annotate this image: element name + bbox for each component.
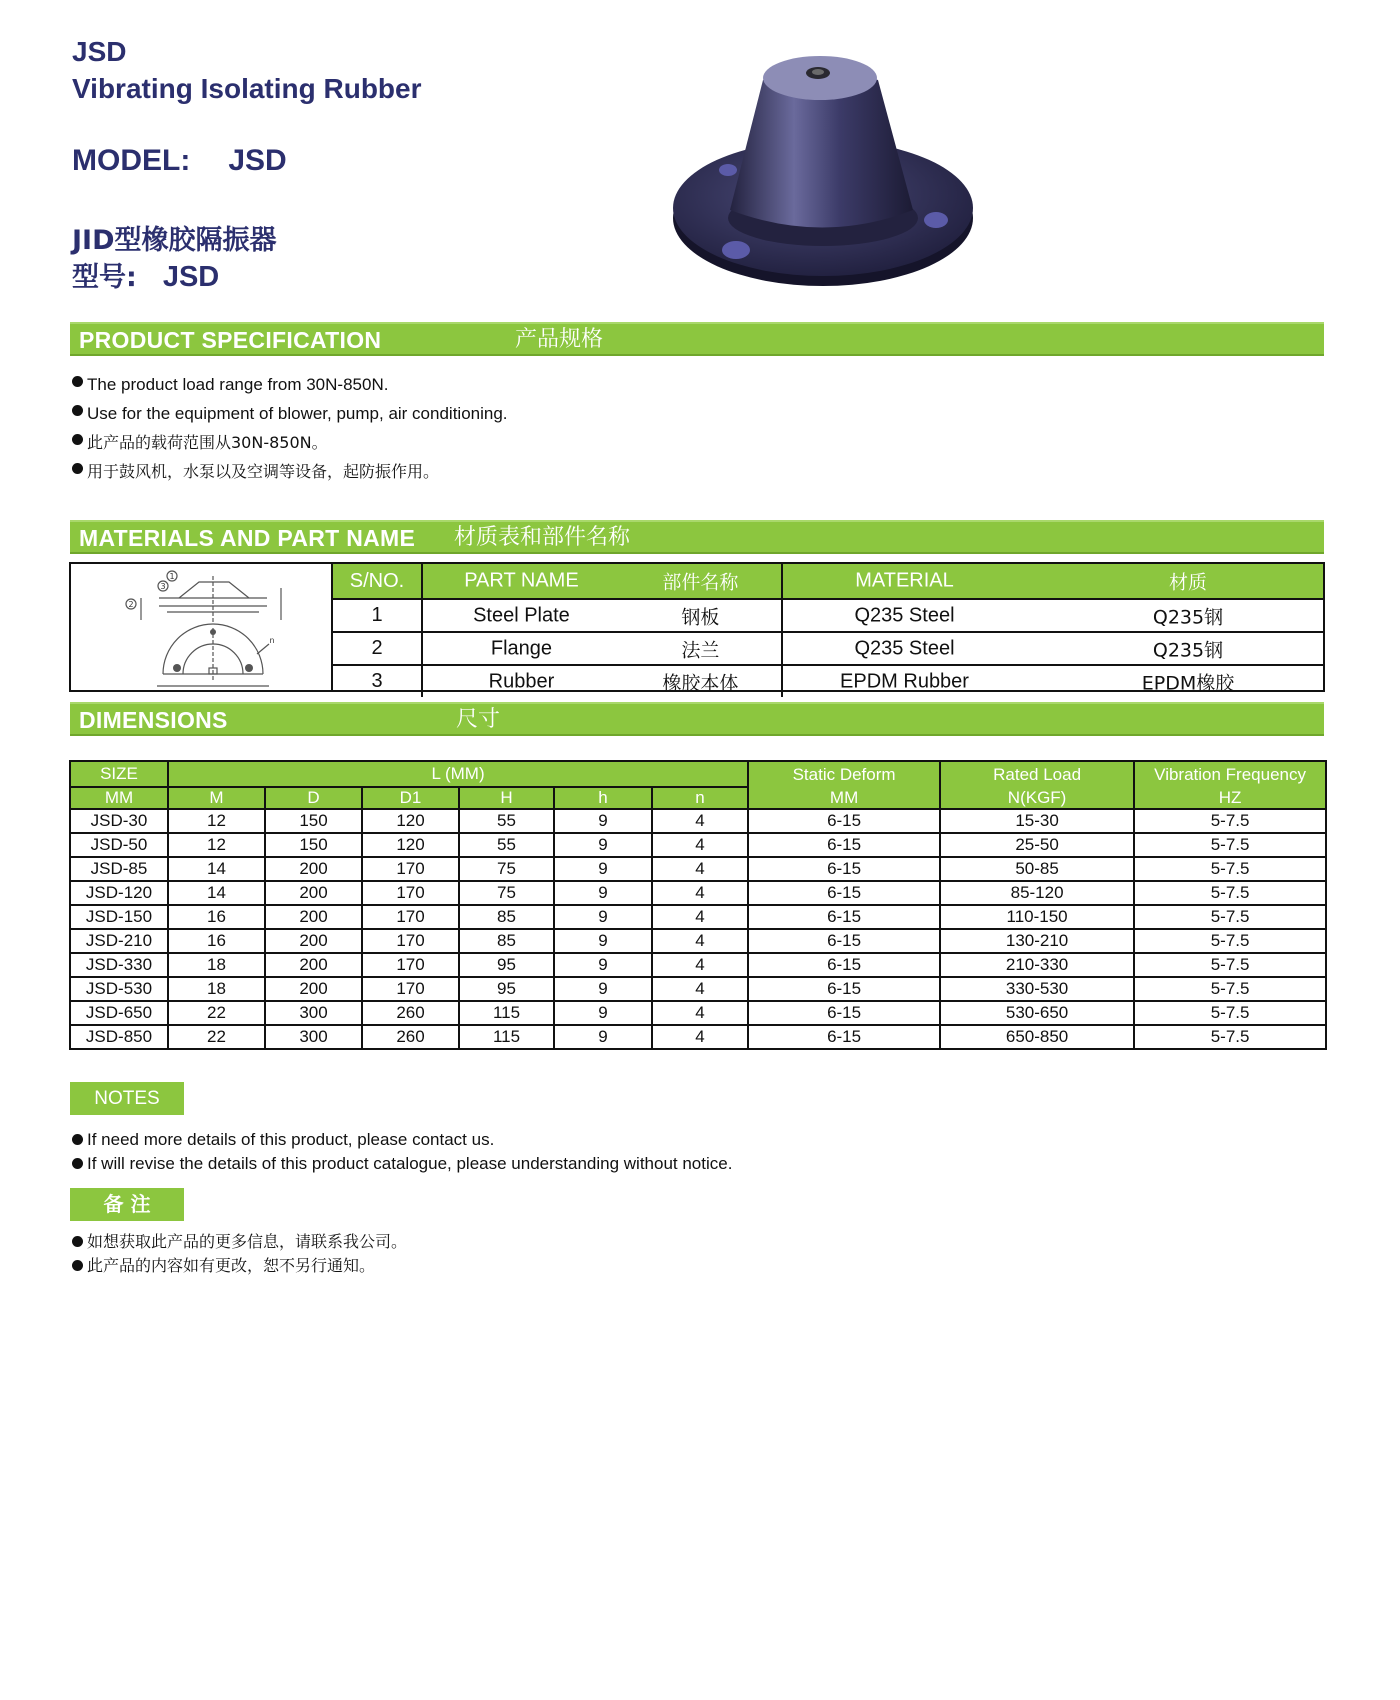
static-deform-cell: 6-15 [748, 833, 940, 857]
h-upper-cell: 75 [459, 881, 554, 905]
product-photo [668, 40, 978, 290]
dimensions-section-header [70, 702, 1324, 736]
d-cell: 300 [265, 1025, 362, 1049]
m-cell: 22 [168, 1001, 265, 1025]
d1-cell: 120 [362, 833, 459, 857]
notes-bullet-list [70, 1128, 732, 1176]
size-cell: JSD-150 [70, 905, 168, 929]
spec-bullet-list [70, 370, 508, 486]
h-lower-cell: 9 [554, 977, 652, 1001]
material-cn: Q235钢 [1152, 639, 1224, 661]
d1-cell: 170 [362, 857, 459, 881]
part-name-cn: 钢板 [681, 606, 720, 628]
h-upper-cell: 95 [459, 953, 554, 977]
part-name-cn: 法兰 [681, 639, 720, 661]
size-unit-header: MM [70, 787, 168, 809]
static-deform-cell: 6-15 [748, 857, 940, 881]
n-cell: 4 [652, 881, 748, 905]
m-cell: 14 [168, 857, 265, 881]
dimensions-heading-en: DIMENSIONS [79, 707, 228, 733]
material-cn: EPDM橡胶 [1141, 672, 1235, 694]
h-upper-cell: 55 [459, 833, 554, 857]
size-cell: JSD-30 [70, 809, 168, 833]
static-deform-unit-header: MM [748, 787, 940, 809]
rated-load-cell: 110-150 [940, 905, 1134, 929]
rated-load-cell: 15-30 [940, 809, 1134, 833]
cn-model-value: JSD [162, 261, 220, 293]
rated-load-cell: 330-530 [940, 977, 1134, 1001]
n-cell: 4 [652, 929, 748, 953]
static-deform-cell: 6-15 [748, 809, 940, 833]
h-upper-cell: 95 [459, 977, 554, 1001]
materials-header-row [333, 564, 1323, 599]
static-deform-cell: 6-15 [748, 953, 940, 977]
d1-cell: 170 [362, 929, 459, 953]
d-cell: 200 [265, 857, 362, 881]
vibration-frequency-header: Vibration Frequency [1134, 761, 1326, 787]
dimensions-row [70, 857, 1326, 881]
cn-notes-bullet: 如想获取此产品的更多信息，请联系我公司。 [70, 1230, 407, 1254]
n-cell: 4 [652, 1025, 748, 1049]
part-name-en: Rubber [488, 670, 555, 692]
size-cell: JSD-850 [70, 1025, 168, 1049]
static-deform-header: Static Deform [748, 761, 940, 787]
h-lower-cell: 9 [554, 1025, 652, 1049]
dimensions-row [70, 929, 1326, 953]
material-en: EPDM Rubber [840, 670, 969, 692]
materials-section-header [70, 520, 1324, 554]
material-header-cn: 材质 [1168, 571, 1207, 594]
part-name-header-cn: 部件名称 [662, 571, 739, 594]
rated-load-cell: 650-850 [940, 1025, 1134, 1049]
product-code: JSD [72, 36, 127, 67]
h-lower-header: h [554, 787, 652, 809]
spec-bullet: The product load range from 30N-850N. [70, 370, 508, 399]
dimensions-row [70, 809, 1326, 833]
material-header [782, 564, 1323, 599]
vibration-frequency-cell: 5-7.5 [1134, 905, 1326, 929]
part-name-cell [422, 632, 782, 665]
rated-load-cell: 210-330 [940, 953, 1134, 977]
spec-section-header [70, 322, 1324, 356]
materials-row [333, 665, 1323, 697]
materials-table-box [69, 562, 1325, 692]
h-lower-cell: 9 [554, 857, 652, 881]
h-lower-cell: 9 [554, 953, 652, 977]
size-cell: JSD-210 [70, 929, 168, 953]
m-cell: 16 [168, 929, 265, 953]
vibration-frequency-cell: 5-7.5 [1134, 833, 1326, 857]
rated-load-cell: 25-50 [940, 833, 1134, 857]
spec-heading-en: PRODUCT SPECIFICATION [79, 327, 382, 353]
notes-bullet: If will revise the details of this product catalogue, please understanding without notice. [70, 1152, 732, 1176]
d1-cell: 170 [362, 953, 459, 977]
notes-label: NOTES [70, 1082, 184, 1115]
n-header: n [652, 787, 748, 809]
rated-load-cell: 130-210 [940, 929, 1134, 953]
d-cell: 200 [265, 881, 362, 905]
drawing-label-3: 3 [160, 582, 166, 591]
d1-cell: 260 [362, 1025, 459, 1049]
d-cell: 200 [265, 953, 362, 977]
sno-cell: 3 [333, 665, 422, 697]
size-cell: JSD-330 [70, 953, 168, 977]
h-lower-cell: 9 [554, 1001, 652, 1025]
h-lower-cell: 9 [554, 881, 652, 905]
vibration-frequency-cell: 5-7.5 [1134, 1001, 1326, 1025]
vibration-frequency-cell: 5-7.5 [1134, 809, 1326, 833]
cn-notes-label: 备 注 [70, 1188, 184, 1221]
static-deform-cell: 6-15 [748, 905, 940, 929]
material-cell [782, 632, 1323, 665]
n-cell: 4 [652, 833, 748, 857]
part-name-header-en: PART NAME [464, 569, 579, 592]
vibration-frequency-cell: 5-7.5 [1134, 1025, 1326, 1049]
cn-model-label: 型号: [72, 262, 137, 293]
h-upper-cell: 115 [459, 1001, 554, 1025]
size-cell: JSD-50 [70, 833, 168, 857]
n-cell: 4 [652, 1001, 748, 1025]
size-cell: JSD-530 [70, 977, 168, 1001]
rated-load-cell: 85-120 [940, 881, 1134, 905]
model-line [72, 144, 287, 178]
m-cell: 12 [168, 809, 265, 833]
d1-header: D1 [362, 787, 459, 809]
d1-cell: 170 [362, 881, 459, 905]
n-cell: 4 [652, 905, 748, 929]
d-cell: 200 [265, 977, 362, 1001]
m-cell: 12 [168, 833, 265, 857]
product-title: Vibrating Isolating Rubber [72, 73, 422, 104]
cn-model-line [72, 255, 219, 294]
n-cell: 4 [652, 857, 748, 881]
size-cell: JSD-120 [70, 881, 168, 905]
m-cell: 18 [168, 977, 265, 1001]
materials-row [333, 632, 1323, 665]
notes-bullet: If need more details of this product, please contact us. [70, 1128, 732, 1152]
d-cell: 150 [265, 809, 362, 833]
d-cell: 150 [265, 833, 362, 857]
sno-cell: 2 [333, 632, 422, 665]
sno-header: S/NO. [333, 564, 422, 599]
material-header-en: MATERIAL [855, 569, 954, 592]
spec-bullet: Use for the equipment of blower, pump, air conditioning. [70, 399, 508, 428]
d1-cell: 120 [362, 809, 459, 833]
dimensions-row [70, 977, 1326, 1001]
dimensions-row [70, 905, 1326, 929]
dimensions-row [70, 833, 1326, 857]
d1-cell: 170 [362, 977, 459, 1001]
static-deform-cell: 6-15 [748, 881, 940, 905]
material-cell [782, 665, 1323, 697]
static-deform-cell: 6-15 [748, 1025, 940, 1049]
h-upper-cell: 85 [459, 905, 554, 929]
h-lower-cell: 9 [554, 929, 652, 953]
m-cell: 22 [168, 1025, 265, 1049]
size-cell: JSD-650 [70, 1001, 168, 1025]
part-name-cell [422, 599, 782, 632]
rated-load-cell: 530-650 [940, 1001, 1134, 1025]
model-label: MODEL: [72, 144, 191, 177]
drawing-label-n: n [269, 636, 275, 645]
vibration-frequency-cell: 5-7.5 [1134, 953, 1326, 977]
vibration-frequency-unit-header: HZ [1134, 787, 1326, 809]
m-cell: 16 [168, 905, 265, 929]
d-header: D [265, 787, 362, 809]
h-upper-cell: 115 [459, 1025, 554, 1049]
part-name-header [422, 564, 782, 599]
h-lower-cell: 9 [554, 833, 652, 857]
h-lower-cell: 9 [554, 809, 652, 833]
material-cell [782, 599, 1323, 632]
part-name-cell [422, 665, 782, 697]
vibration-frequency-cell: 5-7.5 [1134, 857, 1326, 881]
static-deform-cell: 6-15 [748, 977, 940, 1001]
size-header: SIZE [70, 761, 168, 787]
static-deform-cell: 6-15 [748, 929, 940, 953]
d-cell: 200 [265, 929, 362, 953]
vibration-frequency-cell: 5-7.5 [1134, 977, 1326, 1001]
model-value: JSD [228, 144, 287, 177]
materials-row [333, 599, 1323, 632]
spec-bullet: 此产品的载荷范围从30N-850N。 [70, 428, 508, 457]
h-upper-cell: 85 [459, 929, 554, 953]
isolator-technical-drawing [71, 564, 333, 690]
dimensions-row [70, 881, 1326, 905]
cn-notes-bullet: 此产品的内容如有更改，恕不另行通知。 [70, 1254, 407, 1278]
n-cell: 4 [652, 809, 748, 833]
dimensions-subheader-row [70, 787, 1326, 809]
h-upper-cell: 75 [459, 857, 554, 881]
h-upper-cell: 55 [459, 809, 554, 833]
part-name-en: Flange [490, 637, 553, 659]
static-deform-cell: 6-15 [748, 1001, 940, 1025]
drawing-label-1: 1 [169, 572, 175, 581]
cn-product-title: JID型橡胶隔振器 [72, 225, 277, 256]
d1-cell: 170 [362, 905, 459, 929]
dimensions-table [69, 760, 1327, 1050]
n-cell: 4 [652, 977, 748, 1001]
length-header: L (MM) [168, 761, 748, 787]
dimensions-row [70, 953, 1326, 977]
dimensions-heading-cn: 尺寸 [456, 707, 501, 732]
m-cell: 18 [168, 953, 265, 977]
vibration-frequency-cell: 5-7.5 [1134, 881, 1326, 905]
m-header: M [168, 787, 265, 809]
vibration-frequency-cell: 5-7.5 [1134, 929, 1326, 953]
n-cell: 4 [652, 953, 748, 977]
d1-cell: 260 [362, 1001, 459, 1025]
h-upper-header: H [459, 787, 554, 809]
materials-heading-cn: 材质表和部件名称 [454, 525, 631, 550]
d-cell: 300 [265, 1001, 362, 1025]
part-name-en: Steel Plate [473, 604, 570, 626]
spec-bullet: 用于鼓风机，水泵以及空调等设备，起防振作用。 [70, 457, 508, 486]
sno-cell: 1 [333, 599, 422, 632]
material-en: Q235 Steel [854, 637, 955, 659]
rated-load-cell: 50-85 [940, 857, 1134, 881]
dimensions-header-row [70, 761, 1326, 787]
rated-load-unit-header: N(KGF) [940, 787, 1134, 809]
material-en: Q235 Steel [854, 604, 955, 626]
materials-table [333, 564, 1323, 697]
m-cell: 14 [168, 881, 265, 905]
part-name-cn: 橡胶本体 [662, 672, 739, 694]
drawing-label-2: 2 [128, 600, 134, 609]
rated-load-header: Rated Load [940, 761, 1134, 787]
dimensions-row [70, 1025, 1326, 1049]
d-cell: 200 [265, 905, 362, 929]
dimensions-row [70, 1001, 1326, 1025]
materials-heading-en: MATERIALS AND PART NAME [79, 525, 416, 551]
spec-heading-cn: 产品规格 [515, 327, 604, 352]
size-cell: JSD-85 [70, 857, 168, 881]
cn-notes-bullet-list [70, 1230, 407, 1278]
h-lower-cell: 9 [554, 905, 652, 929]
material-cn: Q235钢 [1152, 606, 1224, 628]
